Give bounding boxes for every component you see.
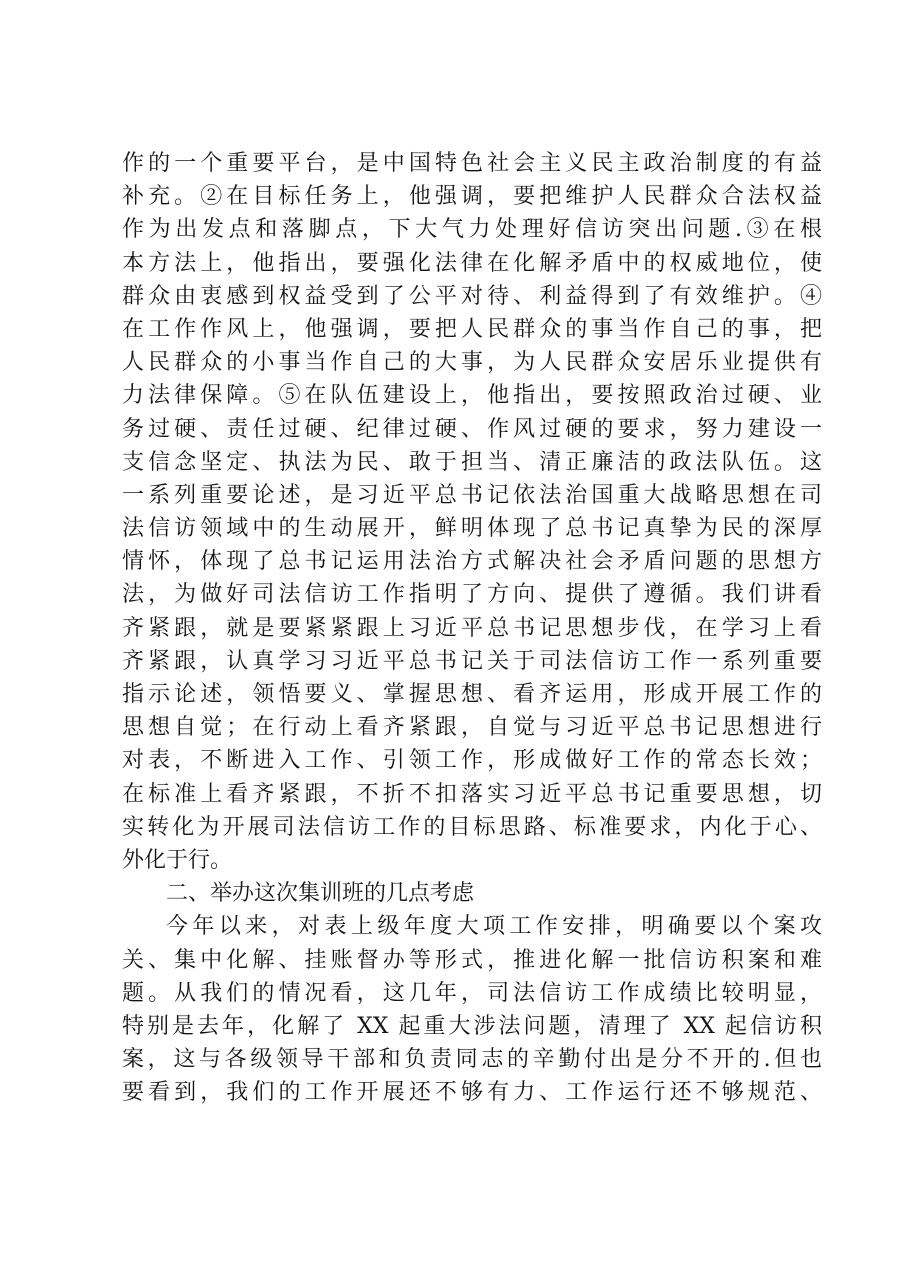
paragraph-line: 外化于行。 — [122, 847, 233, 873]
document-body — [122, 147, 822, 1109]
paragraph-line: 思想自觉；在行动上看齐紧跟，自觉与习近平总书记思想进行 — [122, 715, 822, 741]
paragraph-line: 题。从我们的情况看，这几年，司法信访工作成绩比较明显， — [122, 980, 822, 1006]
paragraph-line: 在标准上看齐紧跟，不折不扣落实习近平总书记重要思想，切 — [122, 781, 822, 807]
paragraph-line: 作为出发点和落脚点，下大气力处理好信访突出问题.③在根 — [122, 217, 822, 243]
paragraph-line: 要看到，我们的工作开展还不够有力、工作运行还不够规范、 — [122, 1080, 822, 1106]
paragraph-line: 指示论述，领悟要义、掌握思想、看齐运用，形成开展工作的 — [122, 682, 822, 707]
paragraph-line: 补充。②在目标任务上，他强调，要把维护人民群众合法权益 — [122, 184, 822, 210]
paragraph-line: 对表，不断进入工作、引领工作，形成做好工作的常态长效； — [122, 748, 822, 774]
paragraph-line: 案，这与各级领导干部和负责同志的辛勤付出是分不开的.但也 — [122, 1047, 822, 1073]
paragraph-line: 作的一个重要平台，是中国特色社会主义民主政治制度的有益 — [122, 151, 822, 176]
paragraph-line: 在工作作风上，他强调，要把人民群众的事当作自己的事，把 — [122, 316, 822, 342]
paragraph-line: 群众由衷感到权益受到了公平对待、利益得到了有效维护。④ — [122, 283, 822, 309]
paragraph-line: 关、集中化解、挂账督办等形式，推进化解一批信访积案和难 — [122, 947, 822, 973]
paragraph-line: 情怀，体现了总书记运用法治方式解决社会矛盾问题的思想方 — [122, 549, 822, 575]
paragraph-line: 务过硬、责任过硬、纪律过硬、作风过硬的要求，努力建设一 — [122, 416, 822, 442]
paragraph-line: 一系列重要论述，是习近平总书记依法治国重大战略思想在司 — [122, 482, 822, 508]
paragraph-line: 力法律保障。⑤在队伍建设上，他指出，要按照政治过硬、业 — [122, 383, 822, 409]
section-heading: 二、举办这次集训班的几点考虑 — [166, 881, 475, 907]
paragraph-line: 法，为做好司法信访工作指明了方向、提供了遵循。我们讲看 — [122, 582, 822, 608]
paragraph-line: 人民群众的小事当作自己的大事，为人民群众安居乐业提供有 — [122, 350, 822, 376]
paragraph-line: 本方法上，他指出，要强化法律在化解矛盾中的权威地位，使 — [122, 250, 822, 276]
paragraph-line: 今年以来，对表上级年度大项工作安排，明确要以个案攻 — [166, 914, 822, 940]
paragraph-line: 齐紧跟，就是要紧紧跟上习近平总书记思想步伐，在学习上看 — [122, 615, 822, 641]
paragraph-line: 法信访领域中的生动展开，鲜明体现了总书记真挚为民的深厚 — [122, 516, 822, 542]
paragraph-line: 实转化为开展司法信访工作的目标思路、标准要求，内化于心、 — [122, 814, 822, 840]
paragraph-line: 支信念坚定、执法为民、敢于担当、清正廉洁的政法队伍。这 — [122, 449, 822, 475]
paragraph-line: 特别是去年，化解了 XX 起重大涉法问题，清理了 XX 起信访积 — [122, 1013, 822, 1039]
paragraph-line: 齐紧跟，认真学习习近平总书记关于司法信访工作一系列重要 — [122, 648, 822, 674]
